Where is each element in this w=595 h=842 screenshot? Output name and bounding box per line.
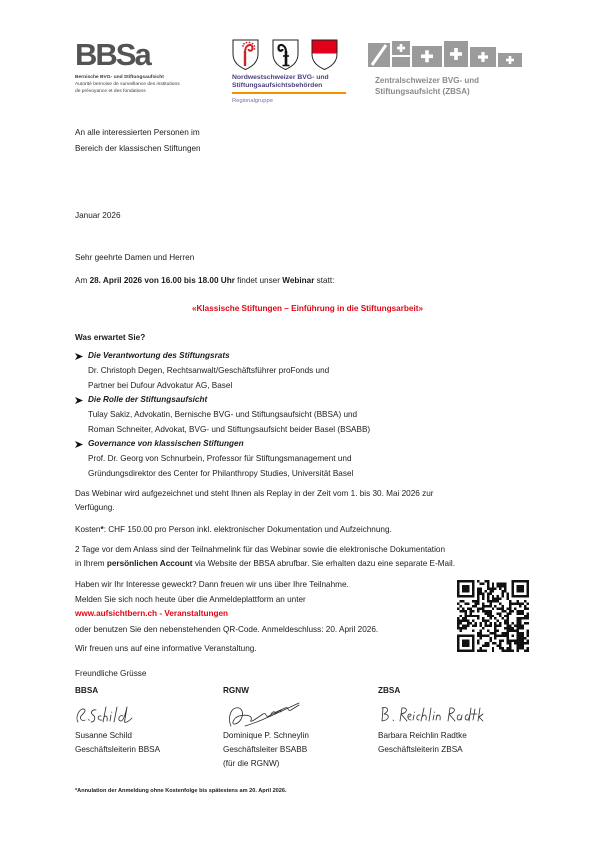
recipient-line: Bereich der klassischen Stiftungen [75,144,201,153]
recipient-line: An alle interessierten Personen im [75,128,200,137]
program-item-speaker-line: Tulay Sakiz, Advokatin, Bernische BVG- und Stiftungsaufsicht (BBSA) und [88,410,358,419]
program-item-speaker-line: Prof. Dr. Georg von Schnurbein, Professor für Stiftungsmanagement und [88,454,352,463]
rgnw-subtitle: Regionalgruppe [232,98,273,104]
signatory-role: Geschäftsleiterin BBSA [75,745,161,754]
access-prefix: in Ihrem [75,559,107,568]
rgnw-divider [232,92,346,94]
intro-prefix: Am [75,276,90,285]
bbsa-logo: BBSa [75,37,150,72]
zbsa-name-line: Stiftungsaufsicht (ZBSA) [375,87,470,96]
intro-suffix: statt: [314,276,335,285]
zbsa-name-line: Zentralschweizer BVG- und [375,76,480,85]
replay-text-line: Das Webinar wird aufgezeichnet und steht Ihnen als Replay in der Zeit vom 1. bis 30. Mai 2026 zur [75,489,434,498]
signatory-name: Susanne Schild [75,731,132,740]
bbsa-name-fr-line: de prévoyance et des fondations [75,88,146,94]
rgnw-name-line: Nordwestschweizer BVG- und [232,74,329,81]
rgnw-coats-of-arms [232,39,340,71]
signatory-block [378,685,528,775]
event-title: «Klassische Stiftungen – Einführung in die Stiftungsarbeit» [191,304,424,313]
registration-text-line: oder benutzen Sie den nebenstehenden QR-Code. Anmeldeschluss: 20. April 2026. [75,625,379,634]
program-item-topic: Die Verantwortung des Stiftungsrats [88,351,230,360]
access-text-line: 2 Tage vor dem Anlass sind der Teilnahmelink für das Webinar sowie die elektronische Dokumentation [75,545,446,554]
signatory-name: Dominique P. Schneylin [223,731,309,740]
personal-account-label: persönlichen Account [106,559,193,568]
event-datetime: 28. April 2026 von 16.00 bis 18.00 Uhr [89,276,235,285]
registration-text-line: Haben wir Ihr Interesse geweckt? Dann freuen wir uns über Ihre Teilnahme. [75,580,349,589]
salutation: Sehr geehrte Damen und Herren [75,253,195,262]
program-item [75,350,535,394]
program-item-speaker-line: Roman Schneiter, Advokat, BVG- und Stiftungsaufsicht beider Basel (BSABB) [88,425,371,434]
program-item-speaker-line: Dr. Christoph Degen, Rechtsanwalt/Geschäftsführer proFonds und [88,366,330,375]
qr-code [457,580,529,652]
closing-wish: Wir freuen uns auf eine informative Veranstaltung. [75,644,257,653]
costs-label: Kosten [75,525,101,534]
signature-dominique-schneylin [223,700,301,728]
program-heading: Was erwartet Sie? [75,333,146,342]
signatory-role: Geschäftsleiter BSABB [223,745,308,754]
program-item-topic: Governance von klassischen Stiftungen [88,439,244,448]
footnote: *Annulation der Anmeldung ohne Kostenfolge bis spätestens am 20. April 2026. [75,788,287,794]
program-item [75,394,535,438]
signatory-org: RGNW [223,686,249,695]
registration-link[interactable]: www.aufsichtbern.ch - Veranstaltungen [75,609,229,618]
signatory-block [223,685,373,775]
signatory-org: BBSA [75,686,99,695]
intro-middle: findet unser [234,276,283,285]
greeting: Freundliche Grüsse [75,669,147,678]
signature-barbara-reichlin-radtke [380,705,488,725]
program-item-speaker-line: Gründungsdirektor des Center for Philanthropy Studies, Universität Basel [88,469,354,478]
arrow-bullet-icon [75,353,83,360]
basel-stadt-coat-of-arms-icon [273,40,298,70]
signatory-block [75,685,225,775]
solothurn-coat-of-arms-icon [312,40,337,70]
arrow-bullet-icon [75,397,83,404]
program-item-topic: Die Rolle der Stiftungsaufsicht [88,395,208,404]
signatory-name: Barbara Reichlin Radtke [378,731,467,740]
program-item [75,438,535,482]
signatory-org: ZBSA [378,686,401,695]
bbsa-name-fr-line: Autorité bernoise de surveillance des institutions [75,81,180,87]
costs-line [75,524,392,536]
signatory-role: (für die RGNW) [223,759,280,768]
program-item-speaker-line: Partner bei Dufour Advokatur AG, Basel [88,381,233,390]
arrow-bullet-icon [75,441,83,448]
bbsa-name: Bernische BVG- und Stiftungsaufsicht [75,74,164,80]
costs-asterisk: * [100,525,104,534]
letter-date: Januar 2026 [75,211,121,220]
costs-text: : CHF 150.00 pro Person inkl. elektronischer Dokumentation und Aufzeichnung. [103,525,392,534]
signatory-role: Geschäftsleiterin ZBSA [378,745,463,754]
rgnw-name-line: Stiftungsaufsichtsbehörden [232,82,323,89]
replay-text-line: Verfügung. [75,503,115,512]
zbsa-emblem-icon [368,41,522,69]
intro-line [75,275,334,287]
access-suffix: via Website der BBSA abrufbar. Sie erhalten dazu eine separate E-Mail. [192,559,455,568]
basel-landschaft-coat-of-arms-icon [233,40,258,70]
event-format: Webinar [282,276,315,285]
signature-susanne-schild [75,704,135,726]
access-text-line [75,558,455,570]
registration-text-line: Melden Sie sich noch heute über die Anmeldeplattform an unter [75,595,306,604]
